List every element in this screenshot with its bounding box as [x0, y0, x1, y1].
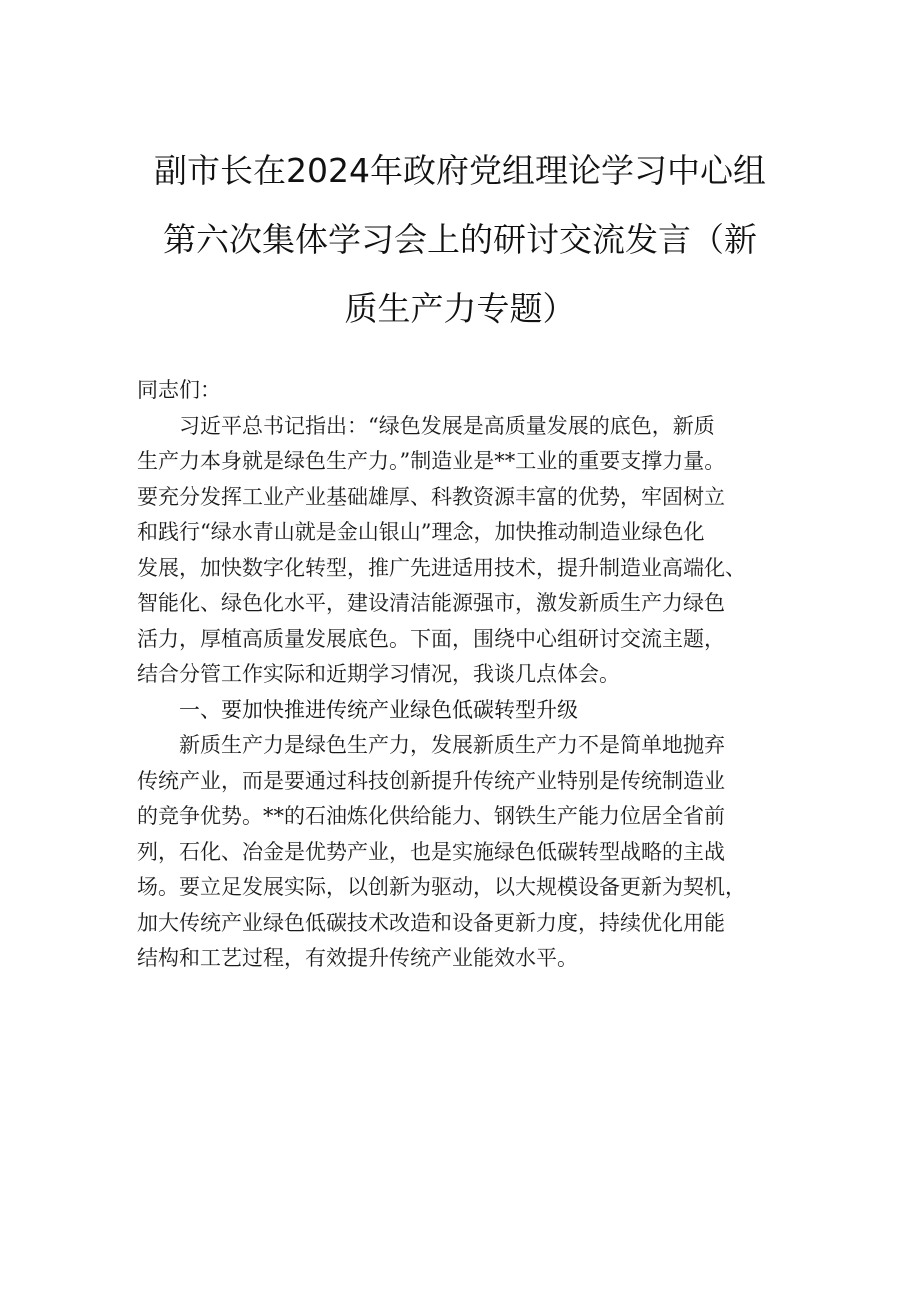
section-1-line: 的竞争优势。**的石油炼化供给能力、钢铁生产能力位居全省前 — [137, 804, 725, 828]
intro-line: 智能化、绿色化水平，建设清洁能源强市，激发新质生产力绿色 — [137, 591, 725, 615]
document-title — [120, 136, 800, 343]
title-line-2: 第六次集体学习会上的研讨交流发言（新 — [163, 220, 757, 259]
section-1-line: 传统产业，而是要通过科技创新提升传统产业特别是传统制造业 — [137, 768, 725, 793]
intro-line: 发展，加快数字化转型，推广先进适用技术，提升制造业高端化、 — [137, 555, 746, 580]
intro-line: 活力，厚植高质量发展底色。下面，围绕中心组研讨交流主题， — [137, 626, 725, 651]
salutation: 同志们： — [137, 378, 221, 402]
intro-paragraph — [137, 409, 793, 693]
section-1-line: 新质生产力是绿色生产力，发展新质生产力不是简单地抛弃 — [179, 733, 725, 757]
intro-line: 和践行“绿水青山就是金山银山”理念，加快推动制造业绿色化 — [137, 520, 705, 544]
section-1-line: 结构和工艺过程，有效提升传统产业能效水平。 — [137, 946, 578, 970]
section-1-line: 加大传统产业绿色低碳技术改造和设备更新力度，持续优化用能 — [137, 910, 725, 935]
intro-line: 生产力本身就是绿色生产力。”制造业是**工业的重要支撑力量。 — [137, 449, 726, 473]
title-line-1: 副市长在2024年政府党组理论学习中心组 — [154, 151, 766, 190]
title-line-3: 质生产力专题） — [344, 289, 576, 328]
document-body — [137, 373, 793, 977]
intro-line: 结合分管工作实际和近期学习情况，我谈几点体会。 — [137, 662, 620, 686]
section-1-paragraph — [137, 728, 793, 977]
intro-line: 习近平总书记指出：“绿色发展是高质量发展的底色，新质 — [179, 413, 715, 438]
intro-line: 要充分发挥工业产业基础雄厚、科教资源丰富的优势，牢固树立 — [137, 484, 725, 509]
section-1-heading: 一、要加快推进传统产业绿色低碳转型升级 — [179, 697, 578, 722]
section-1-line: 列，石化、冶金是优势产业，也是实施绿色低碳转型战略的主战 — [137, 839, 725, 864]
section-1-line: 场。要立足发展实际，以创新为驱动，以大规模设备更新为契机， — [137, 875, 746, 899]
